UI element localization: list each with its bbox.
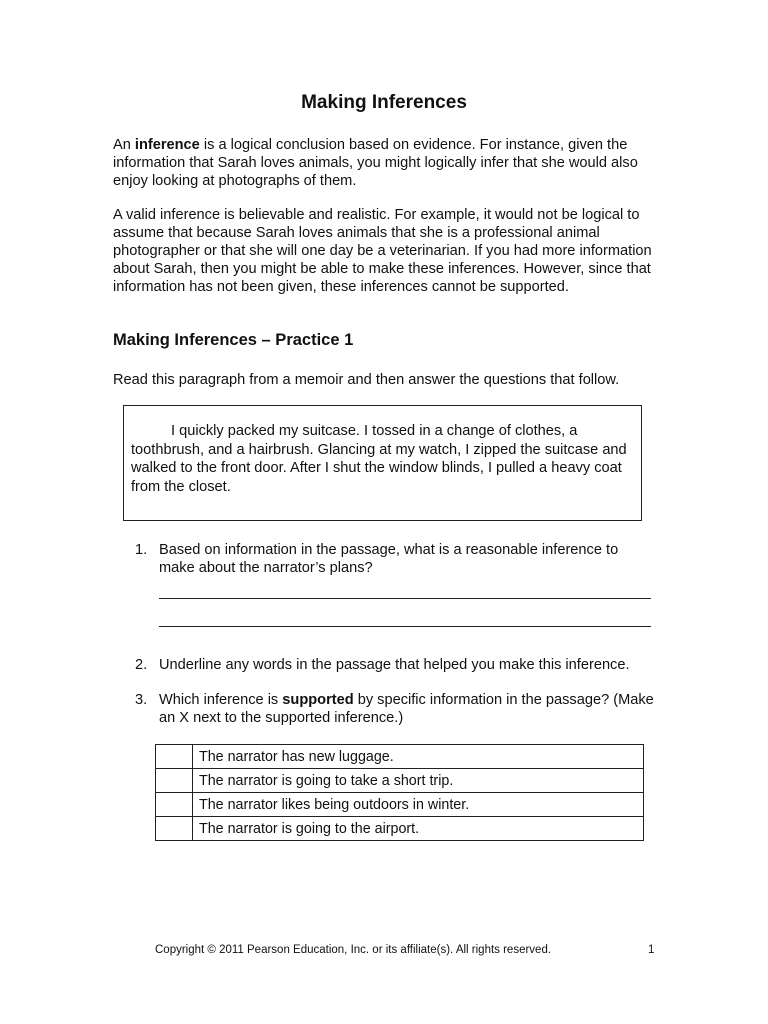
question-3-start: Which inference is (159, 692, 283, 708)
memoir-passage-box (123, 405, 642, 521)
intro-p1-rest: is a logical conclusion based on evidence. For instance, given the information that Sarah loves animals, you might logically infer that she would also enjoy looking at photographs of them. (113, 137, 638, 189)
page-number: 1 (648, 944, 655, 956)
question-1 (135, 541, 655, 577)
question-text: Underline any words in the passage that helped you make this inference. (159, 657, 630, 673)
question-3-rest: by specific information in the passage? (Make an X next to the supported inference.) (159, 692, 654, 726)
table-row (156, 745, 644, 769)
question-3 (135, 691, 655, 727)
copyright-footer: Copyright © 2011 Pearson Education, Inc. or its affiliate(s). All rights reserved. (155, 944, 552, 956)
instruction-text: Read this paragraph from a memoir and then answer the questions that follow. (113, 372, 620, 388)
page-title: Making Inferences (301, 92, 467, 113)
intro-paragraph-1 (113, 136, 673, 190)
question-number: 3. (135, 692, 148, 708)
choice-label-3: The narrator likes being outdoors in winter. (193, 793, 644, 817)
choice-checkbox-2[interactable] (156, 769, 193, 793)
choice-label-4: The narrator is going to the airport. (193, 817, 644, 841)
term-supported: supported (282, 692, 354, 708)
answer-line-2[interactable] (159, 626, 651, 627)
question-number: 2. (135, 657, 148, 673)
answer-line-1[interactable] (159, 598, 651, 599)
section-heading: Making Inferences – Practice 1 (113, 331, 354, 349)
choice-checkbox-3[interactable] (156, 793, 193, 817)
table-row (156, 793, 644, 817)
question-number: 1. (135, 542, 148, 558)
table-row (156, 817, 644, 841)
inference-choices-table (155, 744, 644, 841)
table-row (156, 769, 644, 793)
memoir-passage: I quickly packed my suitcase. I tossed in a change of clothes, a toothbrush, and a hairbrush. Glancing at my watch, I zipped the suitcase and walked to the front door. After I shut the window blinds, I pulled a heavy coat from the closet. (131, 423, 627, 495)
term-inference: inference (134, 137, 200, 153)
question-text (159, 691, 655, 727)
intro-paragraph-2: A valid inference is believable and realistic. For example, it would not be logical to assume that because Sarah loves animals that she is a professional animal photographer or that she will one day be a veterinarian. If you had more information about Sarah, then you might be able to make these inferences. However, since that information has not been given, these inferences cannot be supported. (113, 207, 652, 295)
choice-checkbox-1[interactable] (156, 745, 193, 769)
choice-label-1: The narrator has new luggage. (193, 745, 644, 769)
question-text: Based on information in the passage, what is a reasonable inference to make about the narrator’s plans? (159, 542, 619, 576)
choice-label-2: The narrator is going to take a short trip. (193, 769, 644, 793)
intro-p1-start: An (113, 137, 135, 153)
choice-checkbox-4[interactable] (156, 817, 193, 841)
question-2 (135, 656, 655, 674)
